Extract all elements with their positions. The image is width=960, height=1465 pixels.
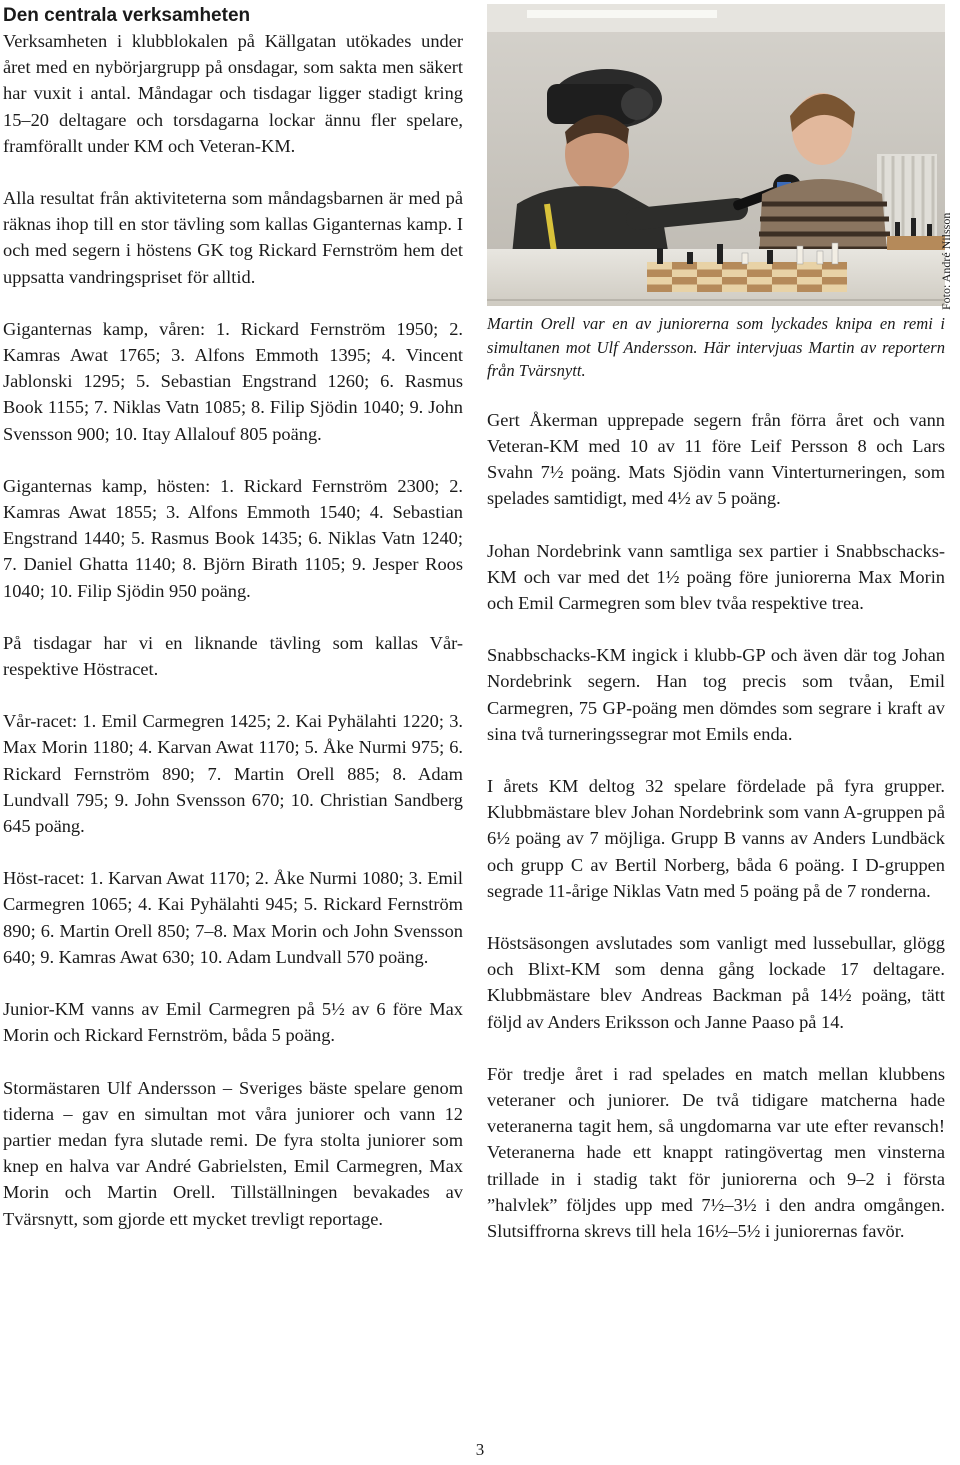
results-paragraph: Giganternas kamp, våren: 1. Rickard Fernström 1950; 2. Kamras Awat 1765; 3. Alfons Emmoth 1395; 4. Vincent Jablonski 1295; 5. Sebastian Engstrand 1260; 6. Rasmus Book 1155; 7. Niklas Vatn 1085; 8. Filip Sjödin 1040; 9. John Svensson 900; 10. Itay Allalouf 805 poäng. [3,318,463,444]
right-column [487,0,945,1270]
paragraph: Stormästaren Ulf Andersson – Sveriges bäste spelare genom tiderna – gav en simultan mot våra juniorer och vann 12 partier medan fyra slutade remi. De fyra stolta juniorer som knep en halva var André Gabrielsten, Emil Carmegren, Max Morin och Martin Orell. Tillställningen bevakades av Tvärsnytt, som gjorde ett mycket trevligt reportage. [3,1077,463,1229]
paragraph: Alla resultat från aktiviteterna som måndagsbarnen är med på räknas ihop till en stor tävling som kallas Giganternas kamp. I och med segern i höstens GK tog Rickard Fernström hem det uppsatta vandringspriset för alltid. [3,188,463,287]
paragraph: Höstsäsongen avslutades som vanligt med lussebullar, glögg och Blixt-KM som denna gång lockade 17 deltagare. Klubbmästare blev Andreas Backman på 14½ poäng, tätt följd av Anders Eriksson och Janne Paaso på 14. [487,933,945,1032]
paragraph: Junior-KM vanns av Emil Carmegren på 5½ av 6 före Max Morin och Rickard Fernström, båda 5 poäng. [3,999,463,1046]
paragraph: På tisdagar har vi en liknande tävling som kallas Vår- respektive Höstracet. [3,632,463,680]
results-paragraph: Giganternas kamp, hösten: 1. Rickard Fernström 2300; 2. Kamras Awat 1855; 3. Alfons Emmoth 1540; 4. Sebastian Engstrand 1440; 5. Rasmus Book 1435; 6. Niklas Vatn 1240; 7. Daniel Ghatta 1140; 8. Björn Birath 1105; 9. Jesper Roos 1040; 10. Filip Sjödin 950 poäng. [3,475,463,601]
photo-credit [937,200,955,310]
results-paragraph: Höst-racet: 1. Karvan Awat 1170; 2. Åke Nurmi 1080; 3. Emil Carmegren 1065; 4. Kai Pyhälahti 945; 5. Rickard Fernström 890; 6. Martin Orell 850; 7–8. Max Morin och John Svensson 640; 9. Kamras Awat 630; 10. Adam Lundvall 570 poäng. [3,868,463,967]
paragraph: För tredje året i rad spelades en match mellan klubbens veteraner och juniorer. De två tidigare matcherna hade veteranerna tagit hem, så ungdomarna var ute efter revansch! Veteranerna hade ett knappt ratingövertag men vinsterna trillade in i stadig takt för juniorerna och 9–2 i första ”halvlek” följdes upp med 7½–3½ i den andra omgången. Slutsiffrorna skrevs till hela 16½–5½ i juniorernas favör. [487,1063,945,1242]
page-number: 3 [475,1440,485,1459]
interview-photo [487,4,945,306]
paragraph: Gert Åkerman upprepade segern från förra året och vann Veteran-KM med 10 av 11 före Leif Persson 8 och Lars Svahn 7½ poäng. Mats Sjödin vann Vinterturneringen, som spelades samtidigt, med 4½ av 5 poäng. [487,409,945,509]
section-heading: Den centrala verksamheten [3,5,251,26]
left-column [3,0,463,1258]
paragraph: Verksamheten i klubblokalen på Källgatan utökades under året med en nybörjargrupp på onsdagar, som sakta men säkert har vuxit i antal. Måndagar och tisdagar ligger stadigt kring 15–20 deltagare och torsdagarna lockar ännu fler spelare, framförallt under KM och Veteran-KM. [3,31,463,156]
paragraph: Johan Nordebrink vann samtliga sex partier i Snabbschacks-KM och var med det 1½ poäng före juniorerna Max Morin och Emil Carmegren som blev tvåa respektive trea. [487,540,945,613]
photo-illustration [487,4,945,306]
results-paragraph: Vår-racet: 1. Emil Carmegren 1425; 2. Kai Pyhälahti 1220; 3. Max Morin 1180; 4. Karvan Awat 1170; 5. Åke Nurmi 975; 6. Rickard Fernström 890; 7. Martin Orell 885; 8. Adam Lundvall 795; 9. John Svensson 670; 10. Christian Sandberg 645 poäng. [3,711,463,837]
photo-credit-text: Foto: André Nilsson [939,212,953,310]
paragraph: I årets KM deltog 32 spelare fördelade på fyra grupper. Klubbmästare blev Johan Nordebrink som vann A-gruppen på 6½ poäng av 7 möjliga. Grupp B vanns av Anders Lundbäck och grupp C av Bertil Norberg, båda 6 poäng. I D-gruppen segrade 11-årige Niklas Vatn med 5 poäng på de 7 ronderna. [487,776,945,901]
photo-caption: Martin Orell var en av juniorerna som lyckades knipa en remi i simultanen mot Ulf Andersson. Här intervjuas Martin av reportern från Tvärsnytt. [487,314,945,381]
paragraph: Snabbschacks-KM ingick i klubb-GP och även där tog Johan Nordebrink segern. Han tog precis som tvåan, Emil Carmegren, 75 GP-poäng men dömdes som segrare i kraft av sina två turneringssegrar mot Emils enda. [487,645,945,744]
